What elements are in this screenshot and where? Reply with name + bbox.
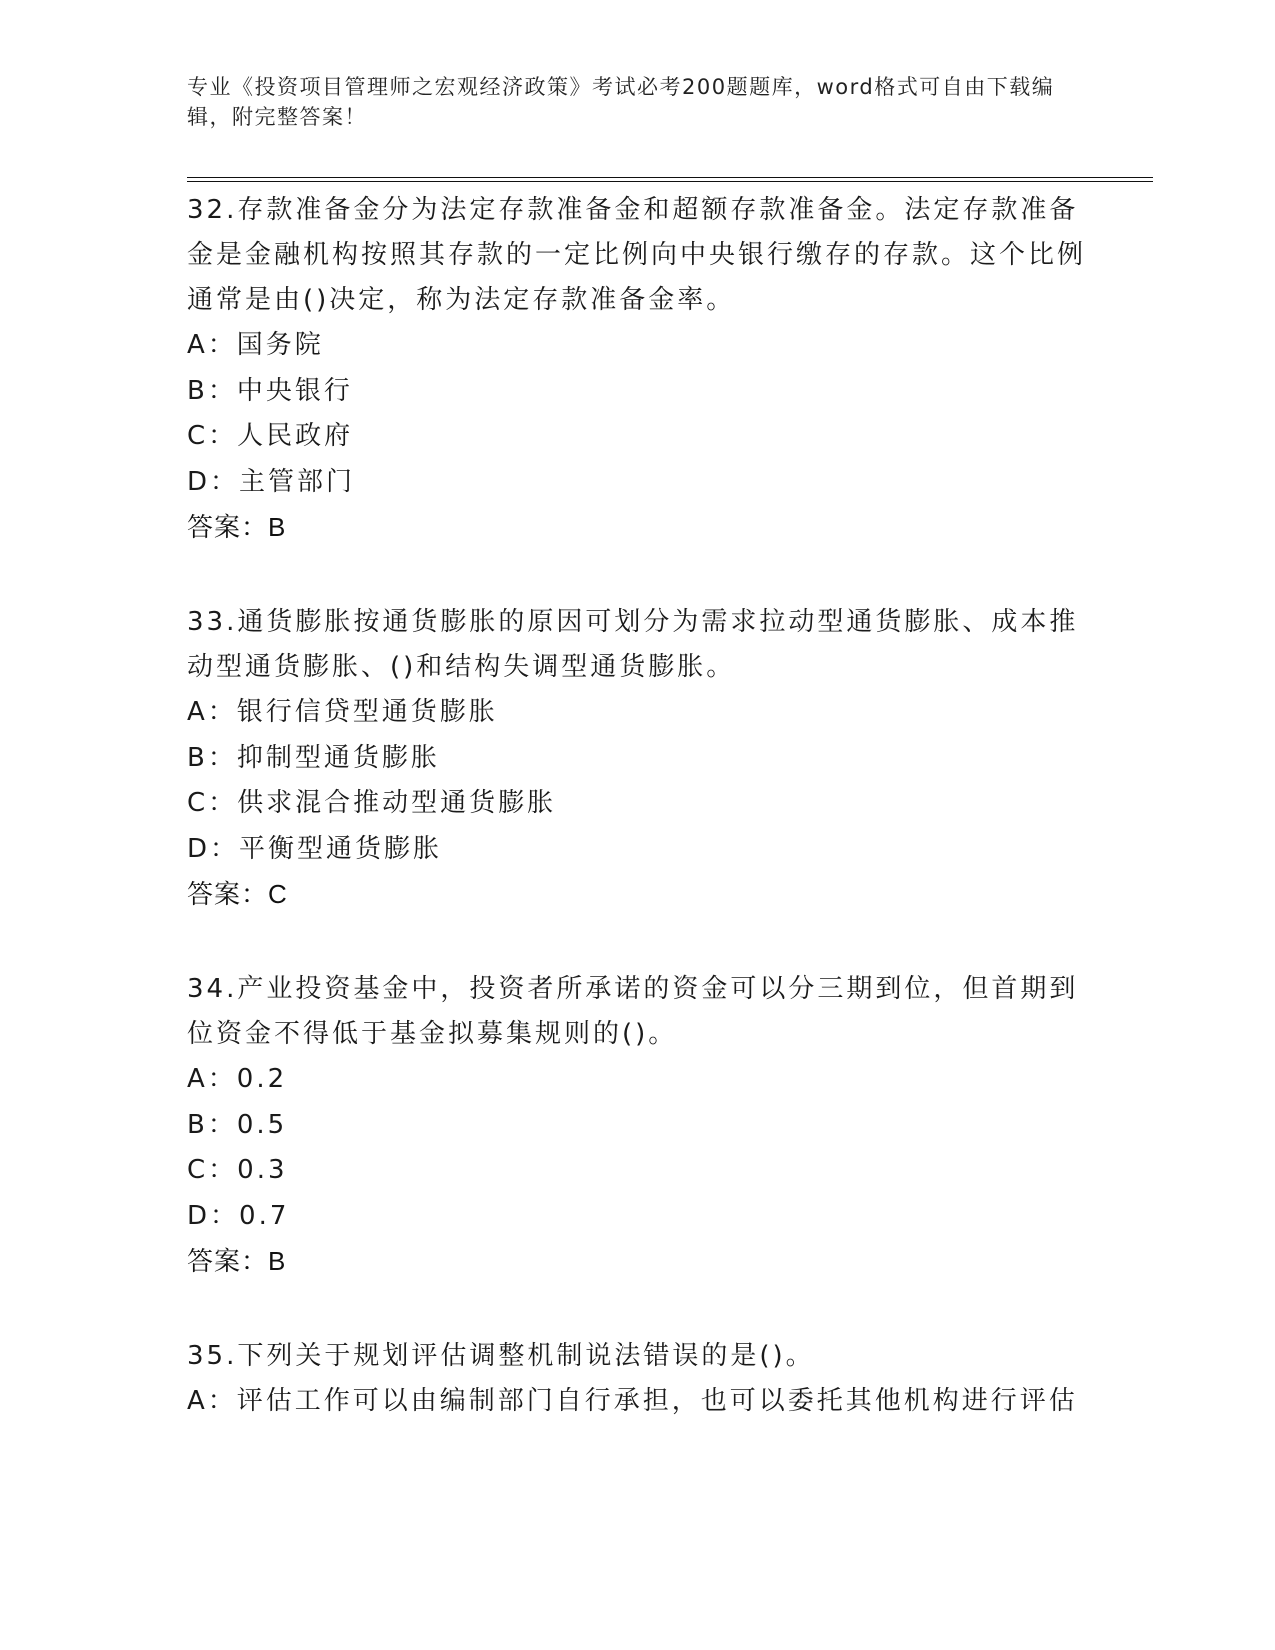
answer-line: 答案：C (187, 879, 288, 909)
header-intro-text: 专业《投资项目管理师之宏观经济政策》考试必考200题题库，word格式可自由下载编辑，附完整答案！ (187, 75, 1055, 129)
question-34 (187, 967, 1087, 1284)
answer-line: 答案：B (187, 512, 287, 542)
option-b: B：抑制型通货膨胀 (187, 742, 440, 773)
option-a: A：评估工作可以由编制部门自行承担，也可以委托其他机构进行评估 (187, 1386, 1078, 1416)
option-b: B：0.5 (187, 1109, 288, 1140)
document-header (187, 72, 1087, 132)
question-stem: 32.存款准备金分为法定存款准备金和超额存款准备金。法定存款准备金是金融机构按照其存款的一定比例向中央银行缴存的存款。这个比例通常是由()决定，称为法定存款准备金率。 (187, 195, 1087, 315)
option-b: B：中央银行 (187, 375, 353, 406)
question-stem: 35.下列关于规划评估调整机制说法错误的是()。 (187, 1341, 815, 1371)
header-double-rule (187, 177, 1153, 182)
question-stem: 34.产业投资基金中，投资者所承诺的资金可以分三期到位，但首期到位资金不得低于基金拟募集规则的()。 (187, 974, 1079, 1049)
option-d: D：主管部门 (187, 466, 356, 497)
option-c: C：供求混合推动型通货膨胀 (187, 788, 557, 818)
question-35 (187, 1334, 1087, 1425)
option-a: A：国务院 (187, 330, 324, 360)
question-stem: 33.通货膨胀按通货膨胀的原因可划分为需求拉动型通货膨胀、成本推动型通货膨胀、()和结构失调型通货膨胀。 (187, 607, 1079, 682)
option-c: C：0.3 (187, 1155, 288, 1185)
question-list (187, 188, 1087, 1475)
option-d: D：0.7 (187, 1200, 290, 1231)
option-d: D：平衡型通货膨胀 (187, 833, 443, 864)
answer-line: 答案：B (187, 1246, 287, 1276)
question-32 (187, 188, 1087, 550)
question-33 (187, 600, 1087, 917)
option-a: A：0.2 (187, 1064, 288, 1094)
option-c: C：人民政府 (187, 421, 354, 451)
option-a: A：银行信贷型通货膨胀 (187, 697, 498, 727)
